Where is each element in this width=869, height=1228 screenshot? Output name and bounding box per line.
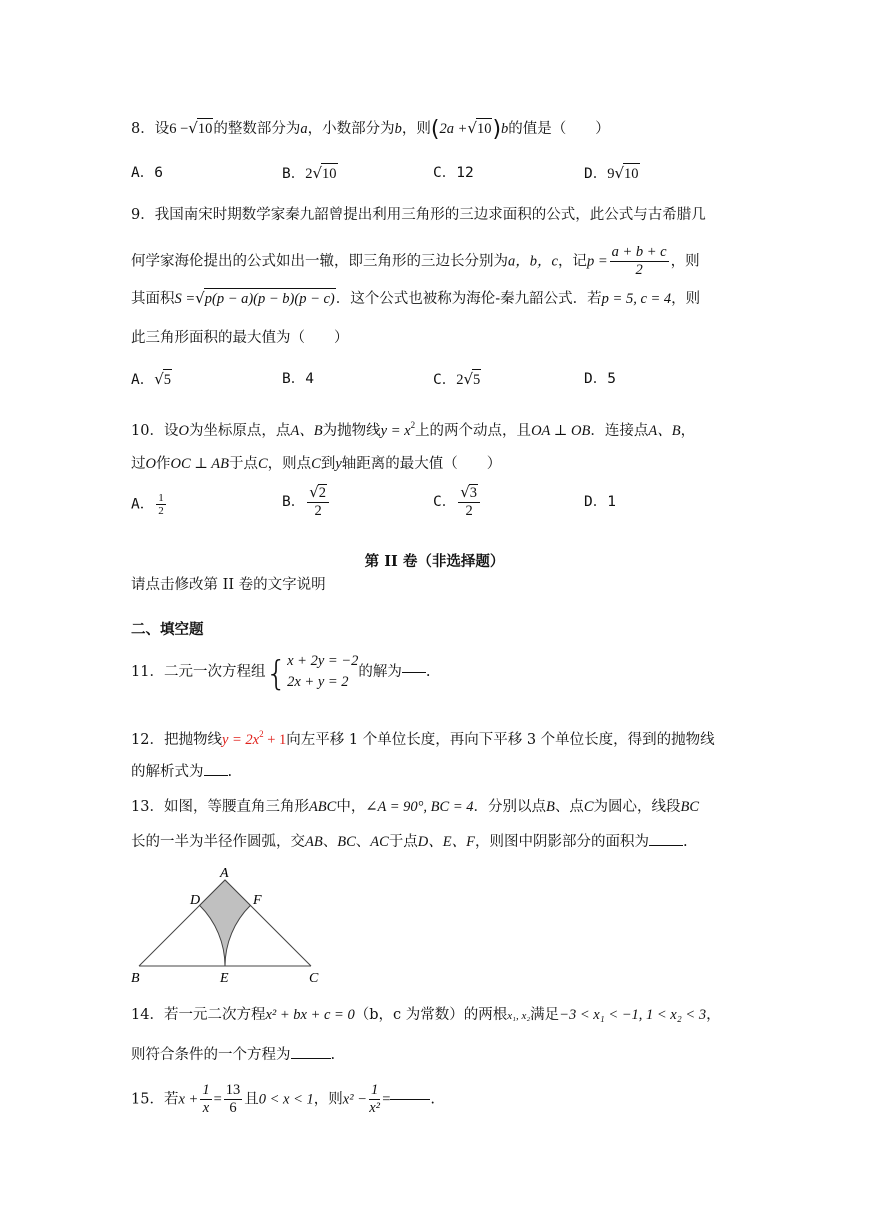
- question-13-line-2: [131, 832, 688, 852]
- text: 12．把抛物线: [131, 732, 222, 748]
- fraction: [458, 484, 480, 520]
- question-number: 8．: [131, 121, 155, 137]
- label-d: D: [190, 893, 201, 908]
- text: 的解析式为: [131, 764, 204, 780]
- vars: A、B: [648, 423, 681, 439]
- math-expr: OA ⊥ OB: [531, 423, 591, 439]
- text: ，则图中阴影部分的面积为: [474, 834, 649, 850]
- text: 为抛物线: [322, 423, 381, 439]
- var-b: b: [394, 121, 402, 137]
- right-paren: ): [492, 117, 502, 142]
- var: O: [145, 456, 156, 472]
- text: 于点: [228, 456, 258, 472]
- var: C: [257, 456, 268, 472]
- part-2-note: 请点击修改第 II 卷的文字说明: [131, 577, 326, 593]
- option-a: A．6: [131, 165, 163, 181]
- question-15: [131, 1082, 435, 1117]
- label-e: E: [220, 971, 229, 984]
- radical-icon: √: [460, 483, 470, 501]
- denominator: 2: [158, 505, 164, 517]
- coef: 2: [456, 372, 464, 388]
- question-8: [131, 118, 610, 140]
- option-c: C．12: [433, 165, 474, 181]
- answer-blank[interactable]: [649, 845, 683, 846]
- text: 的整数部分为: [213, 121, 301, 137]
- option-a: [131, 369, 172, 390]
- question-14-line-2: [131, 1045, 335, 1065]
- vars: A、B: [290, 423, 323, 439]
- radical-icon: √: [195, 289, 205, 307]
- text: ，记: [557, 253, 587, 270]
- option-b: [282, 484, 331, 520]
- text: 于点: [388, 834, 418, 850]
- numerator: 1: [370, 1082, 379, 1098]
- var: C: [311, 456, 321, 472]
- denominator: 2: [635, 262, 643, 278]
- exponent: 2: [410, 420, 416, 430]
- text: 10．设: [131, 423, 179, 439]
- math-expr: y = 2x: [221, 732, 260, 748]
- var: B: [546, 799, 555, 815]
- var-b: b: [501, 121, 509, 137]
- text: ．连接点: [590, 423, 649, 439]
- text: ，则: [313, 1091, 343, 1108]
- vars: a，b，c: [508, 253, 558, 270]
- text: 、: [322, 834, 338, 850]
- numerator: 1: [158, 492, 164, 504]
- label-f: F: [253, 893, 262, 908]
- shaded-region: [200, 880, 251, 966]
- radicand: 10: [623, 163, 640, 184]
- text: 为坐标原点，点: [188, 423, 291, 439]
- text: 设: [154, 121, 170, 137]
- radicand: 10: [321, 163, 338, 184]
- text: ，则: [671, 291, 701, 307]
- var: y: [335, 456, 342, 472]
- var: O: [178, 423, 189, 439]
- text: ，: [706, 1007, 721, 1023]
- denominator: x²: [369, 1100, 380, 1116]
- question-10-line-2: [131, 454, 501, 474]
- answer-blank[interactable]: [402, 672, 426, 673]
- math-expr: 0 < x < 1: [258, 1091, 314, 1108]
- math-expr: =: [382, 1091, 391, 1108]
- fraction: [156, 492, 166, 517]
- text: 到: [320, 456, 336, 472]
- option-label: B．: [282, 494, 306, 510]
- fraction: [610, 244, 669, 279]
- left-paren: (: [430, 117, 440, 142]
- option-c: [433, 369, 481, 390]
- option-label: C．: [433, 372, 457, 388]
- text: .: [682, 834, 688, 850]
- question-14-line-1: [131, 1005, 721, 1026]
- math-expr: x₁, x₂: [507, 1010, 531, 1022]
- radicand: 3: [469, 485, 478, 501]
- text: 中，: [336, 799, 366, 815]
- radicand: 5: [472, 369, 481, 390]
- option-a: [131, 492, 168, 517]
- text: 上的两个动点，且: [415, 423, 532, 439]
- text: 15．若: [131, 1091, 179, 1108]
- option-b: B．4: [282, 371, 314, 387]
- text: 且: [244, 1091, 259, 1108]
- text: .: [227, 764, 233, 780]
- text: 、: [355, 834, 371, 850]
- option-label: D．: [584, 166, 608, 182]
- question-9-line-2: [131, 244, 700, 279]
- option-label: A．: [131, 496, 155, 513]
- var-a: a: [300, 121, 308, 137]
- radicand: 10: [197, 118, 214, 139]
- text: ，则: [401, 121, 431, 137]
- text: （b，c 为常数）的两根: [354, 1007, 508, 1023]
- option-d: D．1: [584, 494, 616, 510]
- fraction: [200, 1082, 211, 1117]
- math-expr: + 1: [263, 732, 287, 748]
- option-label: A．: [131, 372, 155, 388]
- brace-icon: {: [265, 654, 288, 694]
- math-expr: y = x: [380, 423, 411, 439]
- question-12-line-2: [131, 762, 232, 782]
- math-expr: −3 < x₁ < −1, 1 < x₂ < 3: [559, 1007, 707, 1023]
- text: 14．若一元二次方程: [131, 1007, 266, 1023]
- equation: 2x + y = 2: [287, 674, 349, 690]
- text: .: [330, 1047, 336, 1063]
- math-expr: 2a +: [439, 121, 468, 137]
- text: ，小数部分为: [307, 121, 395, 137]
- equation: x + 2y = −2: [287, 653, 359, 669]
- question-12-line-1: [131, 724, 715, 750]
- text: 13．如图，等腰直角三角形: [131, 799, 309, 815]
- radical-icon: √: [188, 119, 198, 137]
- denominator: 2: [314, 503, 322, 519]
- var: AC: [370, 834, 389, 850]
- question-9-line-1: 9．我国南宋时期数学家秦九韶曾提出利用三角形的三边求面积的公式，此公式与古希腊几: [131, 207, 706, 223]
- radical-icon: √: [154, 370, 164, 388]
- answer-blank[interactable]: [390, 1099, 430, 1100]
- label-b: B: [131, 971, 140, 984]
- radical-icon: √: [312, 164, 323, 182]
- answer-blank[interactable]: [291, 1058, 331, 1059]
- triangle-figure: [128, 862, 328, 984]
- option-label: C．: [433, 494, 457, 510]
- question-11: [131, 651, 430, 693]
- numerator: [307, 484, 329, 503]
- math-expr: ∠A = 90°, BC = 4: [365, 799, 474, 815]
- text: 、点: [554, 799, 584, 815]
- question-9-line-3: [131, 288, 700, 309]
- var: ABC: [308, 799, 337, 815]
- radical-icon: √: [309, 483, 319, 501]
- text: 的值是（ ）: [508, 121, 610, 137]
- var: C: [583, 799, 594, 815]
- coef: 9: [607, 166, 615, 182]
- numerator: [458, 484, 480, 503]
- text: 过: [131, 456, 146, 472]
- text: 满足: [530, 1007, 560, 1023]
- radicand: 10: [476, 118, 493, 139]
- text: 的解为: [358, 664, 402, 680]
- option-label: B．: [282, 166, 306, 182]
- math-expr: x² −: [342, 1091, 367, 1108]
- radicand: p(p − a)(p − b)(p − c): [204, 288, 336, 309]
- text: 何学家海伦提出的公式如出一辙，即三角形的三边长分别为: [131, 253, 508, 270]
- text: 为圆心，线段: [593, 799, 681, 815]
- option-d: D．5: [584, 371, 616, 387]
- vars: D、E、F: [417, 834, 475, 850]
- text: ，则点: [267, 456, 312, 472]
- var: BC: [337, 834, 356, 850]
- text: 作: [155, 456, 171, 472]
- radical-icon: √: [614, 164, 625, 182]
- denominator: 2: [465, 503, 473, 519]
- question-10-line-1: [131, 415, 695, 441]
- var: BC: [680, 799, 700, 815]
- radicand: 5: [163, 369, 172, 390]
- text: 轴距离的最大值（ ）: [341, 456, 502, 472]
- text: 向左平移 1 个单位长度，再向下平移 3 个单位长度，得到的抛物线: [286, 732, 715, 748]
- math-expr: OC ⊥ AB: [170, 456, 229, 472]
- text: ，则: [670, 253, 700, 270]
- math-expr: p = 5, c = 4: [601, 291, 672, 307]
- text: ．这个公式也被称为海伦-秦九韶公式．若: [335, 291, 602, 307]
- equation-system: [287, 651, 358, 693]
- math-expr: 6 −: [169, 121, 189, 137]
- math-expr: p =: [586, 253, 608, 270]
- math-expr: x +: [178, 1091, 199, 1108]
- numerator: 13: [225, 1082, 241, 1098]
- text: 长的一半为半径作圆弧，交: [131, 834, 305, 850]
- math-expr: x² + bx + c = 0: [265, 1007, 355, 1023]
- answer-blank[interactable]: [204, 775, 228, 776]
- text: ，: [680, 423, 696, 439]
- option-c: [433, 484, 482, 520]
- label-c: C: [309, 971, 319, 984]
- fraction: [224, 1082, 243, 1117]
- label-a: A: [220, 866, 229, 881]
- math-expr: =: [213, 1091, 222, 1108]
- part-2-title: 第 II 卷（非选择题）: [364, 553, 505, 570]
- denominator: x: [202, 1100, 210, 1116]
- option-b: [282, 163, 338, 184]
- exponent: 2: [259, 729, 264, 739]
- numerator: 1: [202, 1082, 210, 1098]
- text: 则符合条件的一个方程为: [131, 1047, 291, 1063]
- text: .: [425, 664, 431, 680]
- text: 其面积: [131, 291, 175, 307]
- radicand: 2: [318, 485, 327, 501]
- question-9-line-4: 此三角形面积的最大值为（ ）: [131, 330, 349, 346]
- text: ．分别以点: [473, 799, 546, 815]
- fraction: [307, 484, 329, 520]
- question-13-line-1: [131, 797, 699, 817]
- radical-icon: √: [467, 119, 477, 137]
- denominator: 6: [229, 1100, 237, 1116]
- option-d: [584, 163, 640, 184]
- math-expr: S =: [174, 291, 196, 307]
- text: 11．二元一次方程组: [131, 664, 266, 680]
- var: AB: [305, 834, 323, 850]
- fraction: [369, 1082, 380, 1117]
- numerator: a + b + c: [611, 244, 667, 260]
- text: .: [430, 1091, 436, 1108]
- section-title: 二、填空题: [131, 621, 204, 638]
- coef: 2: [305, 166, 313, 182]
- radical-icon: √: [463, 370, 474, 388]
